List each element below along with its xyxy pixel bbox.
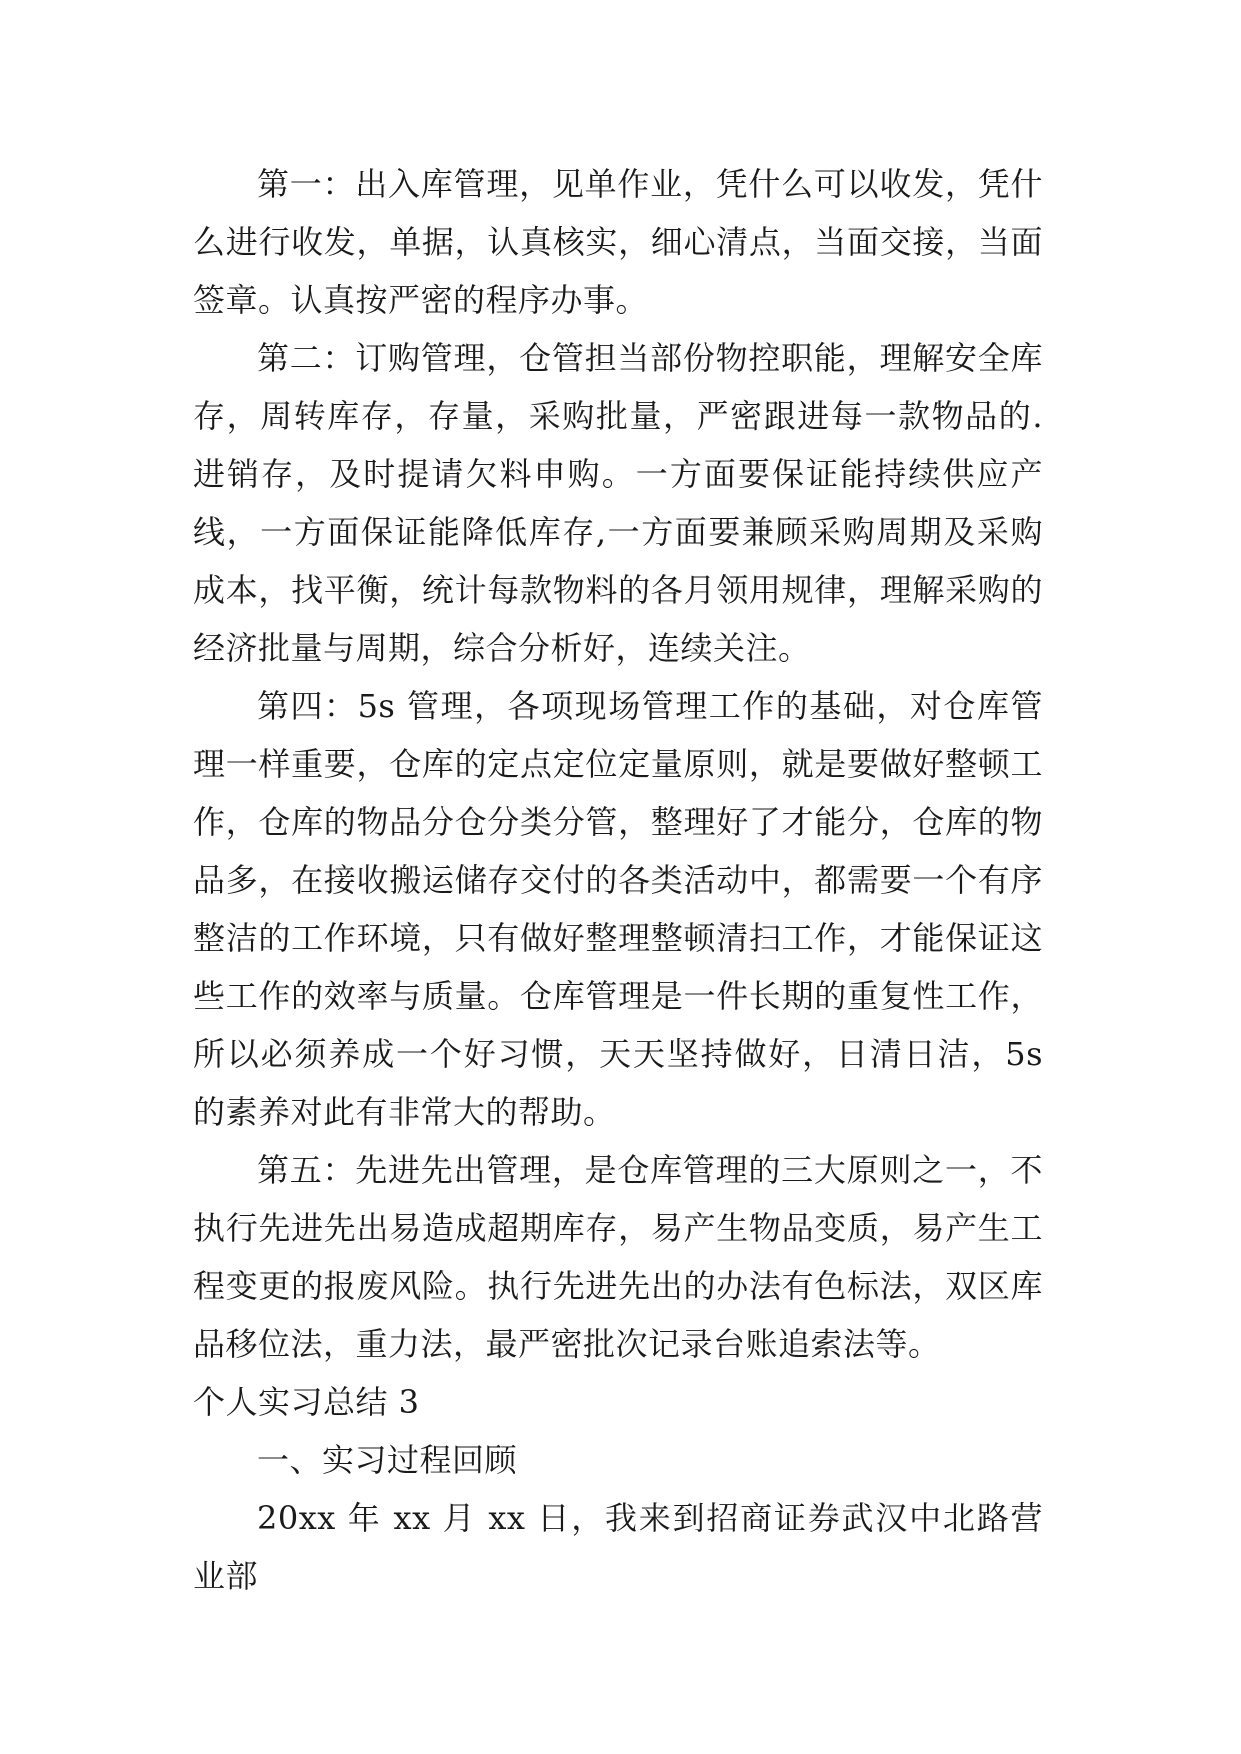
paragraph-inbound-outbound: 第一：出入库管理，见单作业，凭什么可以收发，凭什么进行收发，单据，认真核实，细心清点，当面交接，当面签章。认真按严密的程序办事。 <box>193 165 1043 319</box>
paragraph-fifo: 第五：先进先出管理，是仓库管理的三大原则之一，不执行先进先出易造成超期库存，易产生物品变质，易产生工程变更的报废风险。执行先进先出的办法有色标法，双区库品移位法，重力法，最严密批次记录台账追索法等。 <box>193 1151 1043 1363</box>
document-body <box>193 155 1043 1605</box>
paragraph-internship-intro: 20xx 年 xx 月 xx 日，我来到招商证券武汉中北路营业部 <box>193 1499 1043 1595</box>
subheading: 一、实习过程回顾 <box>257 1441 518 1479</box>
section-title: 个人实习总结 3 <box>193 1383 420 1421</box>
paragraph-purchasing: 第二：订购管理，仓管担当部份物控职能，理解安全库存，周转库存，存量，采购批量，严密跟进每一款物品的.进销存，及时提请欠料申购。一方面要保证能持续供应产线，一方面保证能降低库存,一方面要兼顾采购周期及采购成本，找平衡，统计每款物料的各月领用规律，理解采购的经济批量与周期，综合分析好，连续关注。 <box>193 339 1043 667</box>
paragraph-5s-management: 第四：5s 管理，各项现场管理工作的基础，对仓库管理一样重要，仓库的定点定位定量原则，就是要做好整顿工作，仓库的物品分仓分类分管，整理好了才能分，仓库的物品多，在接收搬运储存交付的各类活动中，都需要一个有序整洁的工作环境，只有做好整理整顿清扫工作，才能保证这些工作的效率与质量。仓库管理是一件长期的重复性工作，所以必须养成一个好习惯，天天坚持做好，日清日洁，5s 的素养对此有非常大的帮助。 <box>193 687 1043 1131</box>
